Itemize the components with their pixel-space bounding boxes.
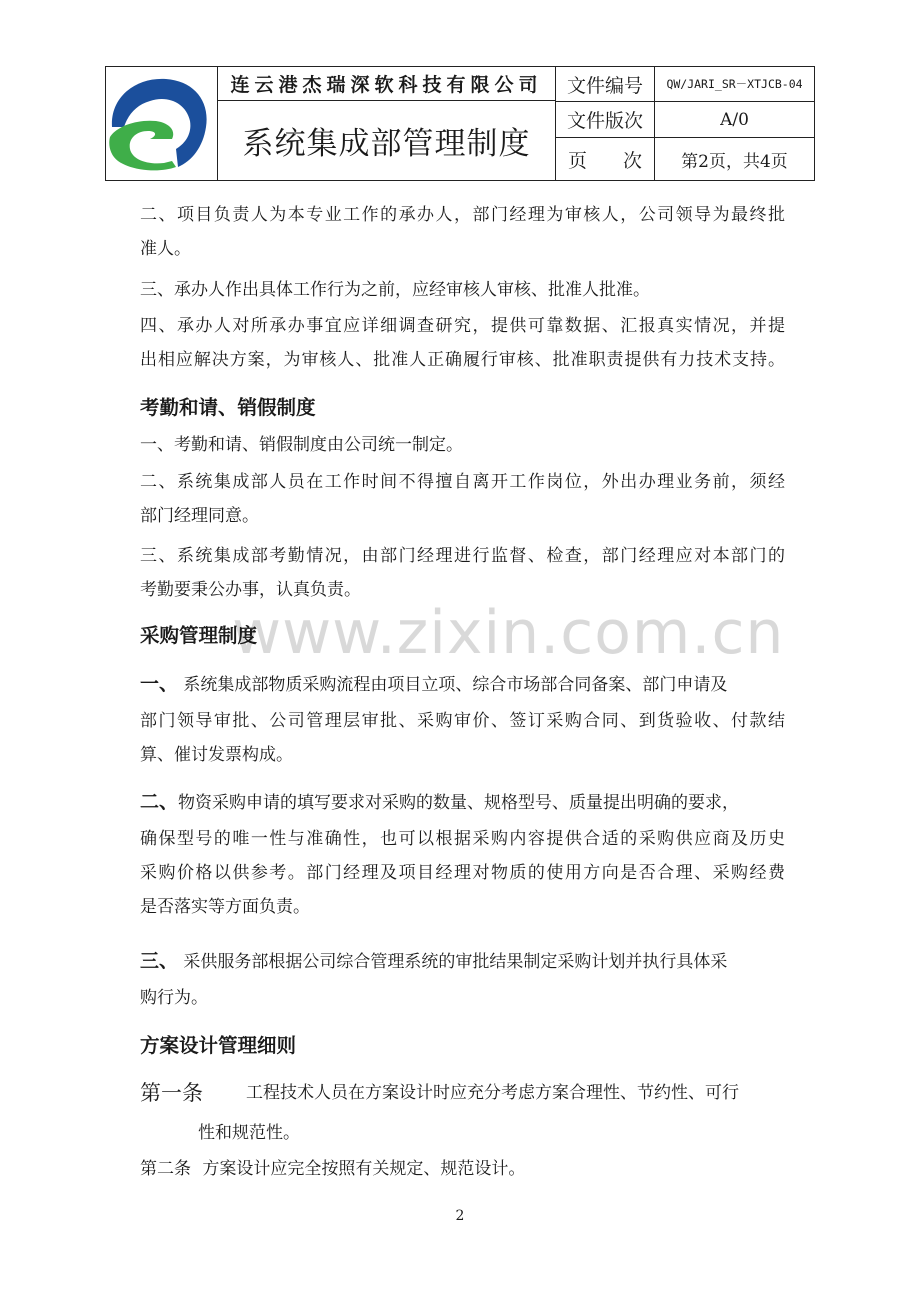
document-header-table — [105, 66, 815, 181]
text-line: 部门经理同意。 — [140, 506, 259, 526]
text-line: 部门领导审批、公司管理层审批、采购审价、签订采购合同、到货验收、付款结 — [140, 711, 785, 731]
document-title: 系统集成部管理制度 — [218, 101, 556, 180]
text-line: 确保型号的唯一性与准确性，也可以根据采购内容提供合适的采购供应商及历史 — [140, 829, 785, 849]
paragraph-attendance-1 — [140, 428, 785, 462]
article-1-label: 第一条 — [140, 1081, 203, 1105]
doc-version-label: 文件版次 — [556, 102, 655, 138]
page-value: 第2页，共4页 — [681, 151, 788, 172]
heading-attendance: 考勤和请、销假制度 — [140, 396, 316, 419]
item-number: 二、 — [140, 791, 179, 813]
paragraph-attendance-3 — [140, 539, 785, 607]
article-1-line2: 性和规范性。 — [198, 1123, 300, 1143]
logo-icon — [106, 67, 218, 180]
text-line: 算、催讨发票构成。 — [140, 745, 293, 765]
article-1-line1: 工程技术人员在方案设计时应充分考虑方案合理性、节约性、可行 — [246, 1083, 739, 1103]
paragraph-approval — [140, 273, 785, 307]
text-line: 四、承办人对所承办事宜应详细调查研究，提供可靠数据、汇报真实情况，并提 — [140, 316, 785, 336]
page-number: 2 — [455, 1208, 465, 1224]
text-line: 考勤要秉公办事，认真负责。 — [140, 580, 361, 600]
doc-version-value: A/0 — [655, 102, 814, 138]
article-2-text: 方案设计应完全按照有关规定、规范设计。 — [202, 1159, 526, 1179]
company-logo — [106, 67, 218, 180]
text-line: 准人。 — [140, 239, 191, 259]
item-number: 三、 — [140, 950, 179, 972]
article-2-label: 第二条 — [140, 1159, 191, 1179]
watermark: www.zixin.com.cn — [232, 598, 785, 668]
text-line: 三、承办人作出具体工作行为之前，应经审核人审核、批准人批准。 — [140, 280, 650, 300]
text-line: 出相应解决方案，为审核人、批准人正确履行审核、批准职责提供有力技术支持。 — [140, 350, 785, 370]
page-label-right: 次 — [622, 149, 642, 172]
page-label — [556, 138, 655, 180]
heading-purchase: 采购管理制度 — [140, 624, 258, 647]
paragraph-responsibility — [140, 198, 785, 266]
article-2 — [140, 1152, 525, 1186]
paragraph-attendance-2 — [140, 465, 785, 533]
heading-design: 方案设计管理细则 — [140, 1034, 297, 1057]
text-line: 二、系统集成部人员在工作时间不得擅自离开工作岗位，外出办理业务前，须经 — [140, 472, 785, 492]
page-label-left: 页 — [568, 149, 588, 172]
text-line: 采供服务部根据公司综合管理系统的审批结果制定采购计划并执行具体采 — [178, 952, 728, 972]
company-name: 连云港杰瑞深软科技有限公司 — [218, 67, 556, 101]
text-line: 一、考勤和请、销假制度由公司统一制定。 — [140, 435, 463, 455]
text-line: 系统集成部物质采购流程由项目立项、综合市场部合同备案、部门申请及 — [178, 675, 728, 695]
text-line: 是否落实等方面负责。 — [140, 897, 310, 917]
paragraph-purchase-2 — [140, 783, 785, 924]
paragraph-investigation — [140, 309, 785, 377]
paragraph-purchase-3 — [140, 942, 785, 1015]
text-line: 购行为。 — [140, 988, 208, 1008]
paragraph-purchase-1 — [140, 665, 785, 772]
doc-number-value: QW/JARI_SR－XTJCB-04 — [655, 67, 814, 102]
text-line: 三、系统集成部考勤情况，由部门经理进行监督、检查，部门经理应对本部门的 — [140, 546, 785, 566]
item-number: 一、 — [140, 673, 179, 695]
doc-number-label: 文件编号 — [556, 67, 655, 102]
text-line: 物资采购申请的填写要求对采购的数量、规格型号、质量提出明确的要求， — [178, 793, 740, 813]
text-line: 二、项目负责人为本专业工作的承办人，部门经理为审核人，公司领导为最终批 — [140, 205, 785, 225]
text-line: 采购价格以供参考。部门经理及项目经理对物质的使用方向是否合理、采购经费 — [140, 863, 785, 883]
